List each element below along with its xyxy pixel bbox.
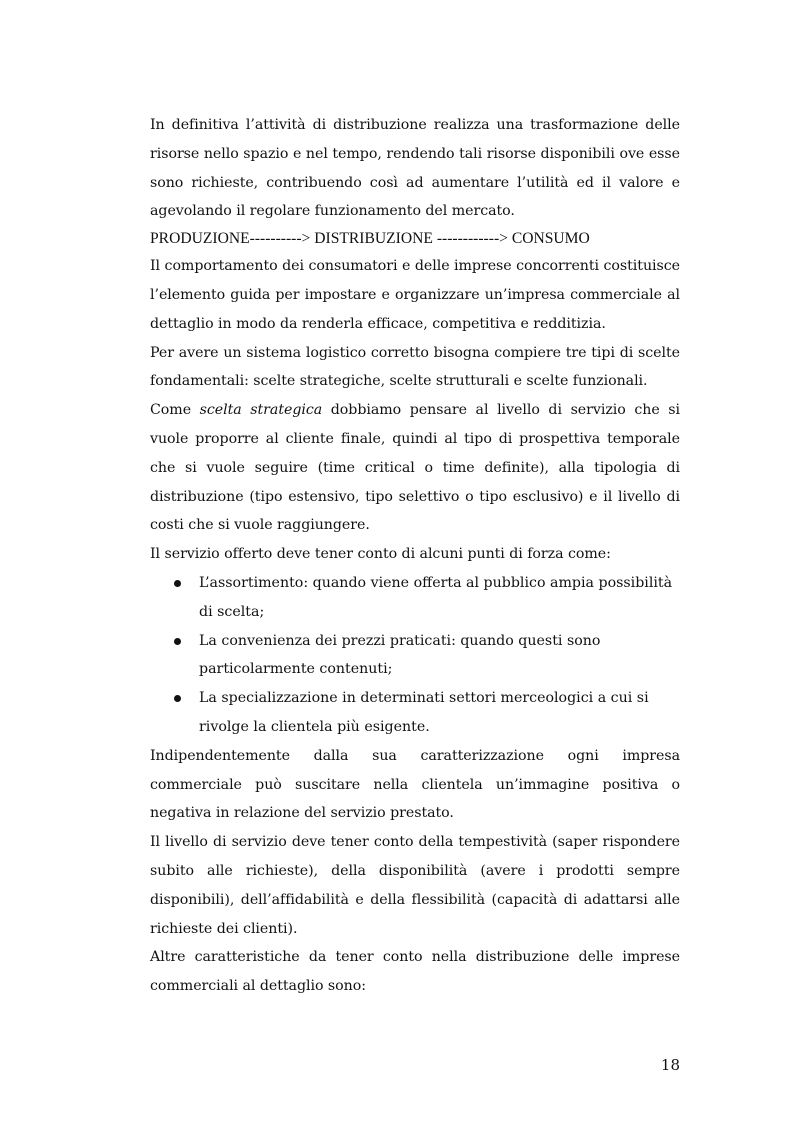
list-item-text: La specializzazione in determinati settori merceologici a cui si rivolge la clientela più esigente.	[199, 690, 649, 735]
page-body	[150, 111, 680, 1001]
list-item	[150, 684, 680, 742]
list-item-text: L’assortimento: quando viene offerta al pubblico ampia possibilità di scelta;	[199, 574, 673, 620]
list-item-text: La convenienza dei prezzi praticati: quando questi sono particolarmente contenuti;	[199, 632, 601, 678]
strategic-choice-term: scelta strategica	[199, 402, 323, 419]
strengths-list	[150, 569, 680, 742]
strategic-choice-lead: Come	[150, 402, 200, 419]
paragraph-logistic-system: Per avere un sistema logistico corretto bisogna compiere tre tipi di scelte fondamentali: scelte strategiche, scelte strutturali e scelte funzionali.	[150, 344, 680, 390]
list-item	[150, 569, 680, 627]
paragraph-other-characteristics: Altre caratteristiche da tener conto nella distribuzione delle imprese commerciali al dettaglio sono:	[150, 949, 680, 995]
paragraph-strategic-choice	[150, 396, 680, 540]
flow-line: PRODUZIONE----------> DISTRIBUZIONE ------------> CONSUMO	[150, 230, 590, 248]
paragraph-service-level: Il livello di servizio deve tener conto della tempestività (saper rispondere subito alle richieste), della disponibilità (avere i prodotti sempre disponibili), dell’affidabilità e della flessibilità (capacità di adattarsi alle richieste dei clienti).	[150, 834, 680, 937]
paragraph-consumer-behavior: Il comportamento dei consumatori e delle imprese concorrenti costituisce l’elemento guida per impostare e organizzare un’impresa commerciale al dettaglio in modo da renderla efficace, competitiva e redditizia.	[150, 258, 680, 332]
paragraph-service-offered: Il servizio offerto deve tener conto di alcuni punti di forza come:	[150, 546, 611, 563]
list-item	[150, 627, 680, 685]
bullet-icon	[174, 695, 181, 702]
bullet-icon	[174, 638, 181, 645]
strategic-choice-rest: dobbiamo pensare al livello di servizio che si vuole proporre al cliente finale, quindi al tipo di prospettiva temporale che si vuole seguire (time critical o time definite), alla tipologia di distribuzione (tipo estensivo, tipo selettivo o tipo esclusivo) e il livello di costi che si vuole raggiungere.	[150, 402, 681, 534]
paragraph-distribution-definition: In definitiva l’attività di distribuzione realizza una trasformazione delle risorse nello spazio e nel tempo, rendendo tali risorse disponibili ove esse sono richieste, contribuendo così ad aumentare l’utilità ed il valore e agevolando il regolare funzionamento del mercato.	[150, 117, 680, 220]
page-number: 18	[660, 1056, 680, 1074]
paragraph-characterization: Indipendentemente dalla sua caratterizzazione ogni impresa commerciale può suscitare nella clientela un’immagine positiva o negativa in relazione del servizio prestato.	[150, 747, 680, 822]
bullet-icon	[174, 580, 181, 587]
